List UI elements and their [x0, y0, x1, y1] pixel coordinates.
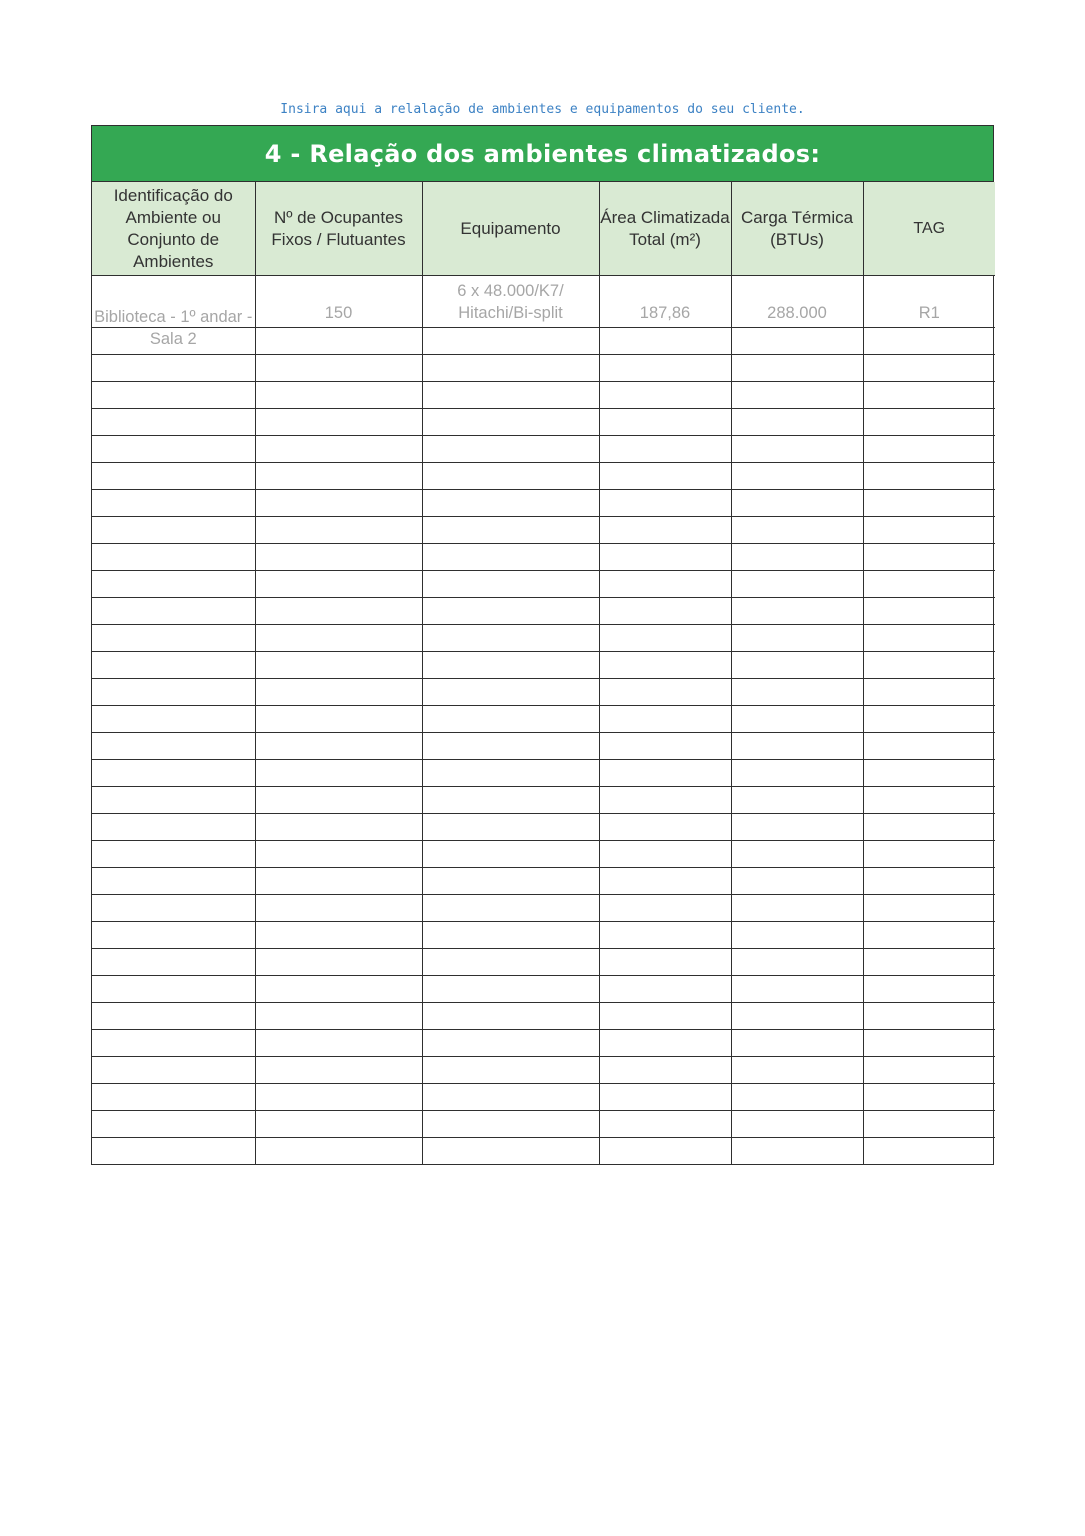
- example-ocupantes: 150: [324, 304, 353, 322]
- cell-ocupantes[interactable]: [255, 598, 422, 625]
- cell-area[interactable]: [599, 922, 731, 949]
- cell-ocupantes[interactable]: [255, 760, 422, 787]
- table-row: [92, 1057, 995, 1084]
- cell-tag[interactable]: [863, 949, 995, 976]
- cell-tag[interactable]: [863, 436, 995, 463]
- cell-area[interactable]: [599, 949, 731, 976]
- cell-area[interactable]: [599, 652, 731, 679]
- example-equipamento: 6 x 48.000/K7/ Hitachi/Bi-split: [457, 282, 564, 322]
- table-row: [92, 814, 995, 841]
- col-header-ambiente: Identificação do Ambiente ou Conjunto de Ambientes: [92, 182, 255, 276]
- cell-carga[interactable]: [731, 409, 863, 436]
- cell-ocupantes[interactable]: [255, 706, 422, 733]
- cell-ambiente[interactable]: [92, 841, 255, 868]
- cell-ambiente[interactable]: [92, 1111, 255, 1138]
- cell-carga[interactable]: [731, 652, 863, 679]
- col-header-ocupantes: Nº de Ocupantes Fixos / Flutuantes: [255, 182, 422, 276]
- cell-equipamento[interactable]: [422, 463, 599, 490]
- cell-tag[interactable]: [863, 276, 995, 328]
- cell-carga[interactable]: [731, 1030, 863, 1057]
- cell-carga[interactable]: [731, 355, 863, 382]
- cell-equipamento[interactable]: [422, 1084, 599, 1111]
- cell-equipamento[interactable]: [422, 1003, 599, 1030]
- table-row: [92, 517, 995, 544]
- cell-equipamento[interactable]: [422, 814, 599, 841]
- cell-ambiente[interactable]: [92, 814, 255, 841]
- cell-equipamento[interactable]: [422, 841, 599, 868]
- cell-ocupantes[interactable]: [255, 895, 422, 922]
- cell-area[interactable]: [599, 517, 731, 544]
- cell-area[interactable]: [599, 409, 731, 436]
- cell-equipamento[interactable]: [422, 976, 599, 1003]
- cell-ocupantes[interactable]: [255, 733, 422, 760]
- cell-carga[interactable]: [731, 841, 863, 868]
- cell-ambiente[interactable]: [92, 733, 255, 760]
- cell-ambiente[interactable]: [92, 517, 255, 544]
- cell-tag[interactable]: [863, 463, 995, 490]
- cell-ocupantes[interactable]: [255, 787, 422, 814]
- cell-carga[interactable]: [731, 571, 863, 598]
- cell-carga[interactable]: [731, 706, 863, 733]
- cell-area[interactable]: [599, 436, 731, 463]
- cell-equipamento[interactable]: [422, 382, 599, 409]
- cell-area[interactable]: [599, 625, 731, 652]
- cell-equipamento[interactable]: [422, 760, 599, 787]
- table-row: [92, 868, 995, 895]
- cell-ocupantes[interactable]: [255, 841, 422, 868]
- cell-ambiente[interactable]: [92, 598, 255, 625]
- table-row: [92, 544, 995, 571]
- cell-tag[interactable]: [863, 409, 995, 436]
- table-row: [92, 976, 995, 1003]
- example-carga: 288.000: [767, 304, 827, 322]
- table-row: [92, 1138, 995, 1165]
- table-row: [92, 598, 995, 625]
- cell-area[interactable]: [599, 976, 731, 1003]
- cell-ambiente[interactable]: [92, 949, 255, 976]
- cell-carga[interactable]: [731, 787, 863, 814]
- cell-equipamento[interactable]: [422, 490, 599, 517]
- cell-ocupantes[interactable]: [255, 1003, 422, 1030]
- cell-ocupantes[interactable]: [255, 1138, 422, 1165]
- table-row: [92, 733, 995, 760]
- cell-ambiente[interactable]: [92, 868, 255, 895]
- cell-ocupantes[interactable]: [255, 625, 422, 652]
- cell-area[interactable]: [599, 679, 731, 706]
- cell-carga[interactable]: [731, 463, 863, 490]
- cell-ambiente[interactable]: [92, 382, 255, 409]
- table-row: [92, 679, 995, 706]
- table-row: [92, 1111, 995, 1138]
- cell-ambiente[interactable]: [92, 1138, 255, 1165]
- cell-area[interactable]: [599, 814, 731, 841]
- cell-area[interactable]: [599, 895, 731, 922]
- cell-ambiente[interactable]: [92, 1030, 255, 1057]
- cell-area[interactable]: [599, 490, 731, 517]
- cell-tag[interactable]: [863, 1084, 995, 1111]
- table-row: [92, 355, 995, 382]
- cell-equipamento[interactable]: [422, 652, 599, 679]
- table-row: [92, 895, 995, 922]
- cell-equipamento[interactable]: [422, 598, 599, 625]
- cell-area[interactable]: [599, 841, 731, 868]
- col-header-tag: TAG: [863, 182, 995, 276]
- table-row: [92, 922, 995, 949]
- cell-ocupantes[interactable]: [255, 1084, 422, 1111]
- cell-area[interactable]: [599, 733, 731, 760]
- cell-carga[interactable]: [731, 517, 863, 544]
- cell-area[interactable]: [599, 1111, 731, 1138]
- cell-tag[interactable]: [863, 679, 995, 706]
- cell-carga[interactable]: [731, 1084, 863, 1111]
- cell-area[interactable]: [599, 1003, 731, 1030]
- cell-carga[interactable]: [731, 1003, 863, 1030]
- cell-equipamento[interactable]: [422, 517, 599, 544]
- cell-ocupantes[interactable]: [255, 328, 422, 355]
- cell-tag[interactable]: [863, 355, 995, 382]
- table-row: [92, 1084, 995, 1111]
- cell-ambiente[interactable]: [92, 760, 255, 787]
- table-row: [92, 490, 995, 517]
- cell-equipamento[interactable]: [422, 544, 599, 571]
- table-row: [92, 436, 995, 463]
- cell-equipamento[interactable]: [422, 733, 599, 760]
- cell-carga[interactable]: [731, 436, 863, 463]
- cell-tag[interactable]: [863, 382, 995, 409]
- section-title: 4 - Relação dos ambientes climatizados:: [92, 126, 993, 182]
- col-header-area: Área Climatizada Total (m²): [599, 182, 731, 276]
- cell-ocupantes[interactable]: [255, 1111, 422, 1138]
- cell-ambiente[interactable]: [92, 355, 255, 382]
- cell-ocupantes[interactable]: [255, 949, 422, 976]
- cell-equipamento[interactable]: [422, 922, 599, 949]
- cell-ocupantes[interactable]: [255, 490, 422, 517]
- cell-area[interactable]: [599, 1084, 731, 1111]
- cell-ocupantes[interactable]: [255, 517, 422, 544]
- cell-equipamento[interactable]: [422, 1111, 599, 1138]
- cell-tag[interactable]: [863, 1138, 995, 1165]
- cell-tag[interactable]: [863, 760, 995, 787]
- cell-carga[interactable]: [731, 922, 863, 949]
- cell-carga[interactable]: [731, 276, 863, 328]
- table-row: [92, 1030, 995, 1057]
- cell-ambiente[interactable]: [92, 436, 255, 463]
- cell-ambiente[interactable]: [92, 922, 255, 949]
- cell-ambiente[interactable]: [92, 1003, 255, 1030]
- cell-equipamento[interactable]: [422, 679, 599, 706]
- cell-area[interactable]: [599, 706, 731, 733]
- cell-tag[interactable]: [863, 895, 995, 922]
- cell-ocupantes[interactable]: [255, 463, 422, 490]
- cell-ocupantes[interactable]: [255, 571, 422, 598]
- table-row: [92, 571, 995, 598]
- cell-tag[interactable]: [863, 625, 995, 652]
- table-row: [92, 382, 995, 409]
- cell-ocupantes[interactable]: [255, 814, 422, 841]
- cell-equipamento[interactable]: [422, 625, 599, 652]
- cell-area[interactable]: [599, 598, 731, 625]
- cell-ambiente[interactable]: [92, 679, 255, 706]
- cell-ambiente[interactable]: [92, 490, 255, 517]
- cell-carga[interactable]: [731, 895, 863, 922]
- cell-ambiente[interactable]: [92, 1057, 255, 1084]
- cell-tag[interactable]: [863, 328, 995, 355]
- cell-carga[interactable]: [731, 1138, 863, 1165]
- cell-equipamento[interactable]: [422, 1138, 599, 1165]
- cell-carga[interactable]: [731, 814, 863, 841]
- cell-ocupantes[interactable]: [255, 679, 422, 706]
- cell-tag[interactable]: [863, 517, 995, 544]
- example-row: [92, 276, 995, 328]
- table-row: [92, 409, 995, 436]
- header-row: [92, 182, 995, 276]
- cell-ocupantes[interactable]: [255, 652, 422, 679]
- cell-ambiente[interactable]: [92, 895, 255, 922]
- cell-tag[interactable]: [863, 787, 995, 814]
- cell-tag[interactable]: [863, 1057, 995, 1084]
- cell-ocupantes[interactable]: [255, 1057, 422, 1084]
- cell-tag[interactable]: [863, 868, 995, 895]
- cell-tag[interactable]: [863, 571, 995, 598]
- cell-tag[interactable]: [863, 598, 995, 625]
- cell-ambiente[interactable]: [92, 976, 255, 1003]
- cell-equipamento[interactable]: [422, 276, 599, 328]
- cell-equipamento[interactable]: [422, 787, 599, 814]
- cell-equipamento[interactable]: [422, 895, 599, 922]
- empty-rows: [92, 328, 995, 1165]
- cell-equipamento[interactable]: [422, 1057, 599, 1084]
- cell-carga[interactable]: [731, 625, 863, 652]
- table-row: [92, 1003, 995, 1030]
- cell-ocupantes[interactable]: [255, 276, 422, 328]
- cell-carga[interactable]: [731, 382, 863, 409]
- cell-equipamento[interactable]: [422, 571, 599, 598]
- cell-area[interactable]: [599, 382, 731, 409]
- cell-area[interactable]: [599, 276, 731, 328]
- cell-ambiente[interactable]: [92, 706, 255, 733]
- example-ambiente: Biblioteca - 1º andar - Sala 2: [94, 308, 253, 348]
- cell-carga[interactable]: [731, 868, 863, 895]
- cell-ambiente[interactable]: [92, 625, 255, 652]
- cell-ocupantes[interactable]: [255, 922, 422, 949]
- cell-ocupantes[interactable]: [255, 355, 422, 382]
- cell-ocupantes[interactable]: [255, 868, 422, 895]
- cell-ambiente[interactable]: [92, 652, 255, 679]
- cell-carga[interactable]: [731, 760, 863, 787]
- cell-carga[interactable]: [731, 679, 863, 706]
- cell-equipamento[interactable]: [422, 355, 599, 382]
- cell-area[interactable]: [599, 463, 731, 490]
- cell-equipamento[interactable]: [422, 328, 599, 355]
- col-header-carga: Carga Térmica (BTUs): [731, 182, 863, 276]
- table-row: [92, 652, 995, 679]
- example-tag: R1: [918, 304, 940, 322]
- cell-ambiente[interactable]: [92, 571, 255, 598]
- cell-ocupantes[interactable]: [255, 409, 422, 436]
- cell-tag[interactable]: [863, 976, 995, 1003]
- cell-ambiente[interactable]: [92, 787, 255, 814]
- cell-tag[interactable]: [863, 733, 995, 760]
- cell-area[interactable]: [599, 571, 731, 598]
- cell-area[interactable]: [599, 1030, 731, 1057]
- cell-ambiente[interactable]: [92, 409, 255, 436]
- cell-carga[interactable]: [731, 1057, 863, 1084]
- instruction-hint: Insira aqui a relalação de ambientes e equipamentos do seu cliente.: [280, 102, 805, 117]
- environments-table-sheet: [91, 125, 994, 1165]
- cell-tag[interactable]: [863, 1111, 995, 1138]
- cell-equipamento[interactable]: [422, 868, 599, 895]
- cell-carga[interactable]: [731, 949, 863, 976]
- table-row: [92, 949, 995, 976]
- cell-ambiente[interactable]: [92, 544, 255, 571]
- table-row: [92, 463, 995, 490]
- cell-carga[interactable]: [731, 328, 863, 355]
- table-row: [92, 841, 995, 868]
- cell-tag[interactable]: [863, 1003, 995, 1030]
- cell-equipamento[interactable]: [422, 706, 599, 733]
- cell-area[interactable]: [599, 760, 731, 787]
- cell-ambiente[interactable]: [92, 276, 255, 348]
- cell-tag[interactable]: [863, 490, 995, 517]
- cell-tag[interactable]: [863, 652, 995, 679]
- cell-carga[interactable]: [731, 1111, 863, 1138]
- table-row: [92, 787, 995, 814]
- cell-equipamento[interactable]: [422, 436, 599, 463]
- cell-carga[interactable]: [731, 976, 863, 1003]
- cell-area[interactable]: [599, 787, 731, 814]
- cell-area[interactable]: [599, 1138, 731, 1165]
- cell-tag[interactable]: [863, 1030, 995, 1057]
- cell-area[interactable]: [599, 328, 731, 355]
- cell-equipamento[interactable]: [422, 949, 599, 976]
- table-row: [92, 625, 995, 652]
- environments-table: [92, 182, 995, 1164]
- cell-ambiente[interactable]: [92, 463, 255, 490]
- cell-tag[interactable]: [863, 814, 995, 841]
- cell-ocupantes[interactable]: [255, 436, 422, 463]
- cell-ocupantes[interactable]: [255, 1030, 422, 1057]
- cell-carga[interactable]: [731, 733, 863, 760]
- table-row: [92, 760, 995, 787]
- cell-equipamento[interactable]: [422, 409, 599, 436]
- example-area: 187,86: [639, 304, 691, 322]
- cell-tag[interactable]: [863, 706, 995, 733]
- cell-area[interactable]: [599, 868, 731, 895]
- cell-carga[interactable]: [731, 598, 863, 625]
- cell-area[interactable]: [599, 544, 731, 571]
- cell-area[interactable]: [599, 355, 731, 382]
- cell-ocupantes[interactable]: [255, 544, 422, 571]
- cell-ocupantes[interactable]: [255, 382, 422, 409]
- cell-ocupantes[interactable]: [255, 976, 422, 1003]
- col-header-equipamento: Equipamento: [422, 182, 599, 276]
- cell-tag[interactable]: [863, 544, 995, 571]
- cell-carga[interactable]: [731, 490, 863, 517]
- cell-equipamento[interactable]: [422, 1030, 599, 1057]
- cell-tag[interactable]: [863, 922, 995, 949]
- cell-area[interactable]: [599, 1057, 731, 1084]
- cell-tag[interactable]: [863, 841, 995, 868]
- table-row: [92, 706, 995, 733]
- cell-ambiente[interactable]: [92, 1084, 255, 1111]
- cell-carga[interactable]: [731, 544, 863, 571]
